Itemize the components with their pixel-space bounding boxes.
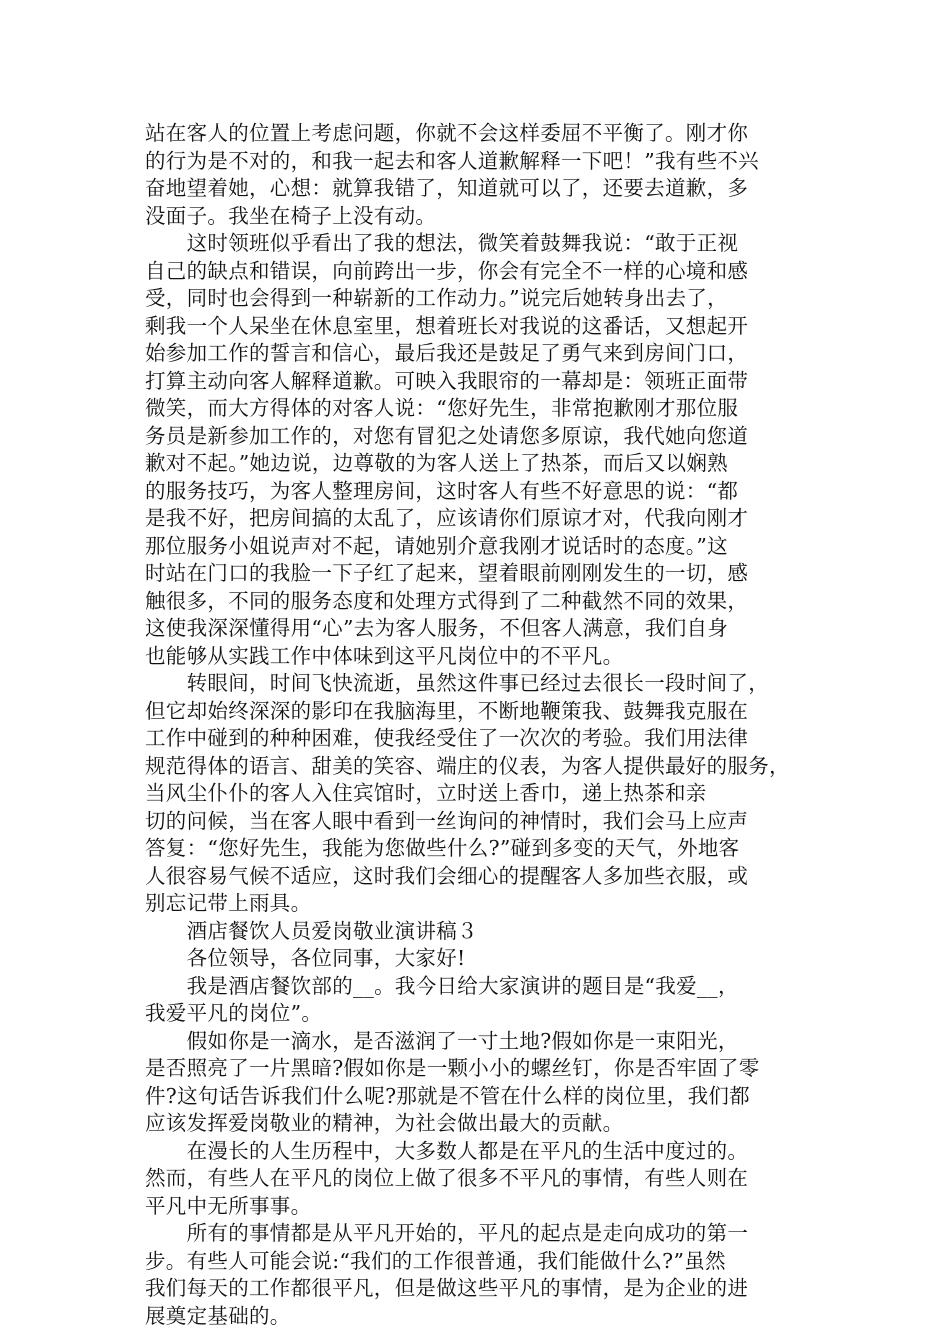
text-line: 酒店餐饮人员爱岗敬业演讲稿３ — [145, 918, 478, 943]
text-line: 微笑，而大方得体的对客人说：“您好先生，非常抱歉刚才那位服 — [145, 396, 739, 420]
text-line: 步。有些人可能会说:“我们的工作很普通，我们能做什么?”虽然 — [145, 1248, 726, 1273]
paragraph — [145, 1028, 810, 1138]
text-line: 时站在门口的我脸一下子红了起来，望着眼前刚刚发生的一切，感 — [145, 561, 749, 585]
text-line: 的服务技巧，为客人整理房间，这时客人有些不好意思的说：“都 — [145, 478, 739, 503]
text-line: 假如你是一滴水，是否滋润了一寸土地?假如你是一束阳光， — [145, 1028, 739, 1053]
text-line: 是否照亮了一片黑暗?假如你是一颗小小的螺丝钉，你是否牢固了零 — [145, 1056, 760, 1080]
text-line: 也能够从实践工作中体味到这平凡岗位中的不平凡。 — [145, 643, 624, 668]
text-line: 当风尘仆仆的客人入住宾馆时，立时送上香巾，递上热茶和亲 — [145, 781, 707, 805]
paragraph — [145, 973, 810, 1028]
paragraph — [145, 1138, 810, 1221]
text-line: 我是酒店餐饮部的__。我今日给大家演讲的题目是“我爱__， — [145, 973, 739, 998]
text-line: 剩我一个人呆坐在休息室里，想着班长对我说的这番话，又想起开 — [145, 313, 749, 338]
text-line: 然而，有些人在平凡的岗位上做了很多不平凡的事情，有些人则在 — [145, 1166, 749, 1190]
text-line: 打算主动向客人解释道歉。可映入我眼帘的一幕却是：领班正面带 — [145, 368, 749, 393]
text-line: 别忘记带上雨具。 — [145, 891, 312, 915]
text-line: 那位服务小姐说声对不起，请她别介意我刚才说话时的态度。”这 — [145, 533, 728, 558]
text-line: 规范得体的语言、甜美的笑容、端庄的仪表，为客人提供最好的服务， — [145, 753, 790, 778]
text-line: 受，同时也会得到一种崭新的工作动力。”说完后她转身出去了， — [145, 286, 728, 310]
text-line: 没面子。我坐在椅子上没有动。 — [145, 203, 437, 228]
text-line: 人很容易气候不适应，这时我们会细心的提醒客人多加些衣服，或 — [145, 863, 749, 888]
text-line: 转眼间，时间飞快流逝，虽然这件事已经过去很长一段时间了， — [145, 671, 769, 695]
text-line: 奋地望着她，心想：就算我错了，知道就可以了，还要去道歉，多 — [145, 176, 749, 200]
paragraph — [145, 670, 810, 918]
text-line: 自己的缺点和错误，向前跨出一步，你会有完全不一样的心境和感 — [145, 258, 749, 283]
text-line: 的行为是不对的，和我一起去和客人道歉解释一下吧！”我有些不兴 — [145, 148, 759, 173]
text-line: 平凡中无所事事。 — [145, 1193, 312, 1218]
text-line: 件?这句话告诉我们什么呢?那就是不管在什么样的岗位里，我们都 — [145, 1083, 750, 1108]
text-line: 这时领班似乎看出了我的想法，微笑着鼓舞我说：“敢于正视 — [145, 231, 739, 255]
text-line: 所有的事情都是从平凡开始的，平凡的起点是走向成功的第一 — [145, 1221, 749, 1245]
text-line: 务员是新参加工作的，对您有冒犯之处请您多原谅，我代她向您道 — [145, 423, 749, 448]
text-line: 应该发挥爱岗敬业的精神，为社会做出最大的贡献。 — [145, 1111, 624, 1135]
paragraph — [145, 230, 810, 670]
paragraph — [145, 918, 810, 946]
text-line: 站在客人的位置上考虑问题，你就不会这样委屈不平衡了。刚才你 — [145, 121, 749, 145]
text-line: 工作中碰到的种种困难，使我经受住了一次次的考验。我们用法律 — [145, 726, 749, 750]
text-line: 歉对不起。”她边说，边尊敬的为客人送上了热茶，而后又以娴熟 — [145, 451, 728, 475]
text-line: 我们每天的工作都很平凡，但是做这些平凡的事情，是为企业的进 — [145, 1276, 749, 1300]
text-line: 但它却始终深深的影印在我脑海里，不断地鞭策我、鼓舞我克服在 — [145, 698, 749, 723]
text-line: 在漫长的人生历程中，大多数人都是在平凡的生活中度过的。 — [145, 1138, 749, 1163]
text-line: 始参加工作的誓言和信心，最后我还是鼓足了勇气来到房间门口， — [145, 341, 749, 365]
text-line: 我爱平凡的岗位”。 — [145, 1001, 323, 1025]
text-line: 是我不好，把房间搞的太乱了，应该请你们原谅才对，代我向刚才 — [145, 506, 749, 530]
paragraph — [145, 945, 810, 973]
text-line: 触很多，不同的服务态度和处理方式得到了二种截然不同的效果， — [145, 588, 749, 613]
text-line: 展奠定基础的。 — [145, 1303, 291, 1328]
paragraph — [145, 1220, 810, 1330]
text-line: 切的问候，当在客人眼中看到一丝询问的神情时，我们会马上应声 — [145, 808, 749, 833]
text-line: 答复：“您好先生，我能为您做些什么?”碰到多变的天气，外地客 — [145, 836, 740, 860]
document-body — [145, 120, 810, 1330]
text-line: 各位领导，各位同事，大家好! — [145, 946, 466, 970]
text-line: 这使我深深懂得用“心”去为客人服务，不但客人满意，我们自身 — [145, 616, 729, 640]
paragraph — [145, 120, 810, 230]
